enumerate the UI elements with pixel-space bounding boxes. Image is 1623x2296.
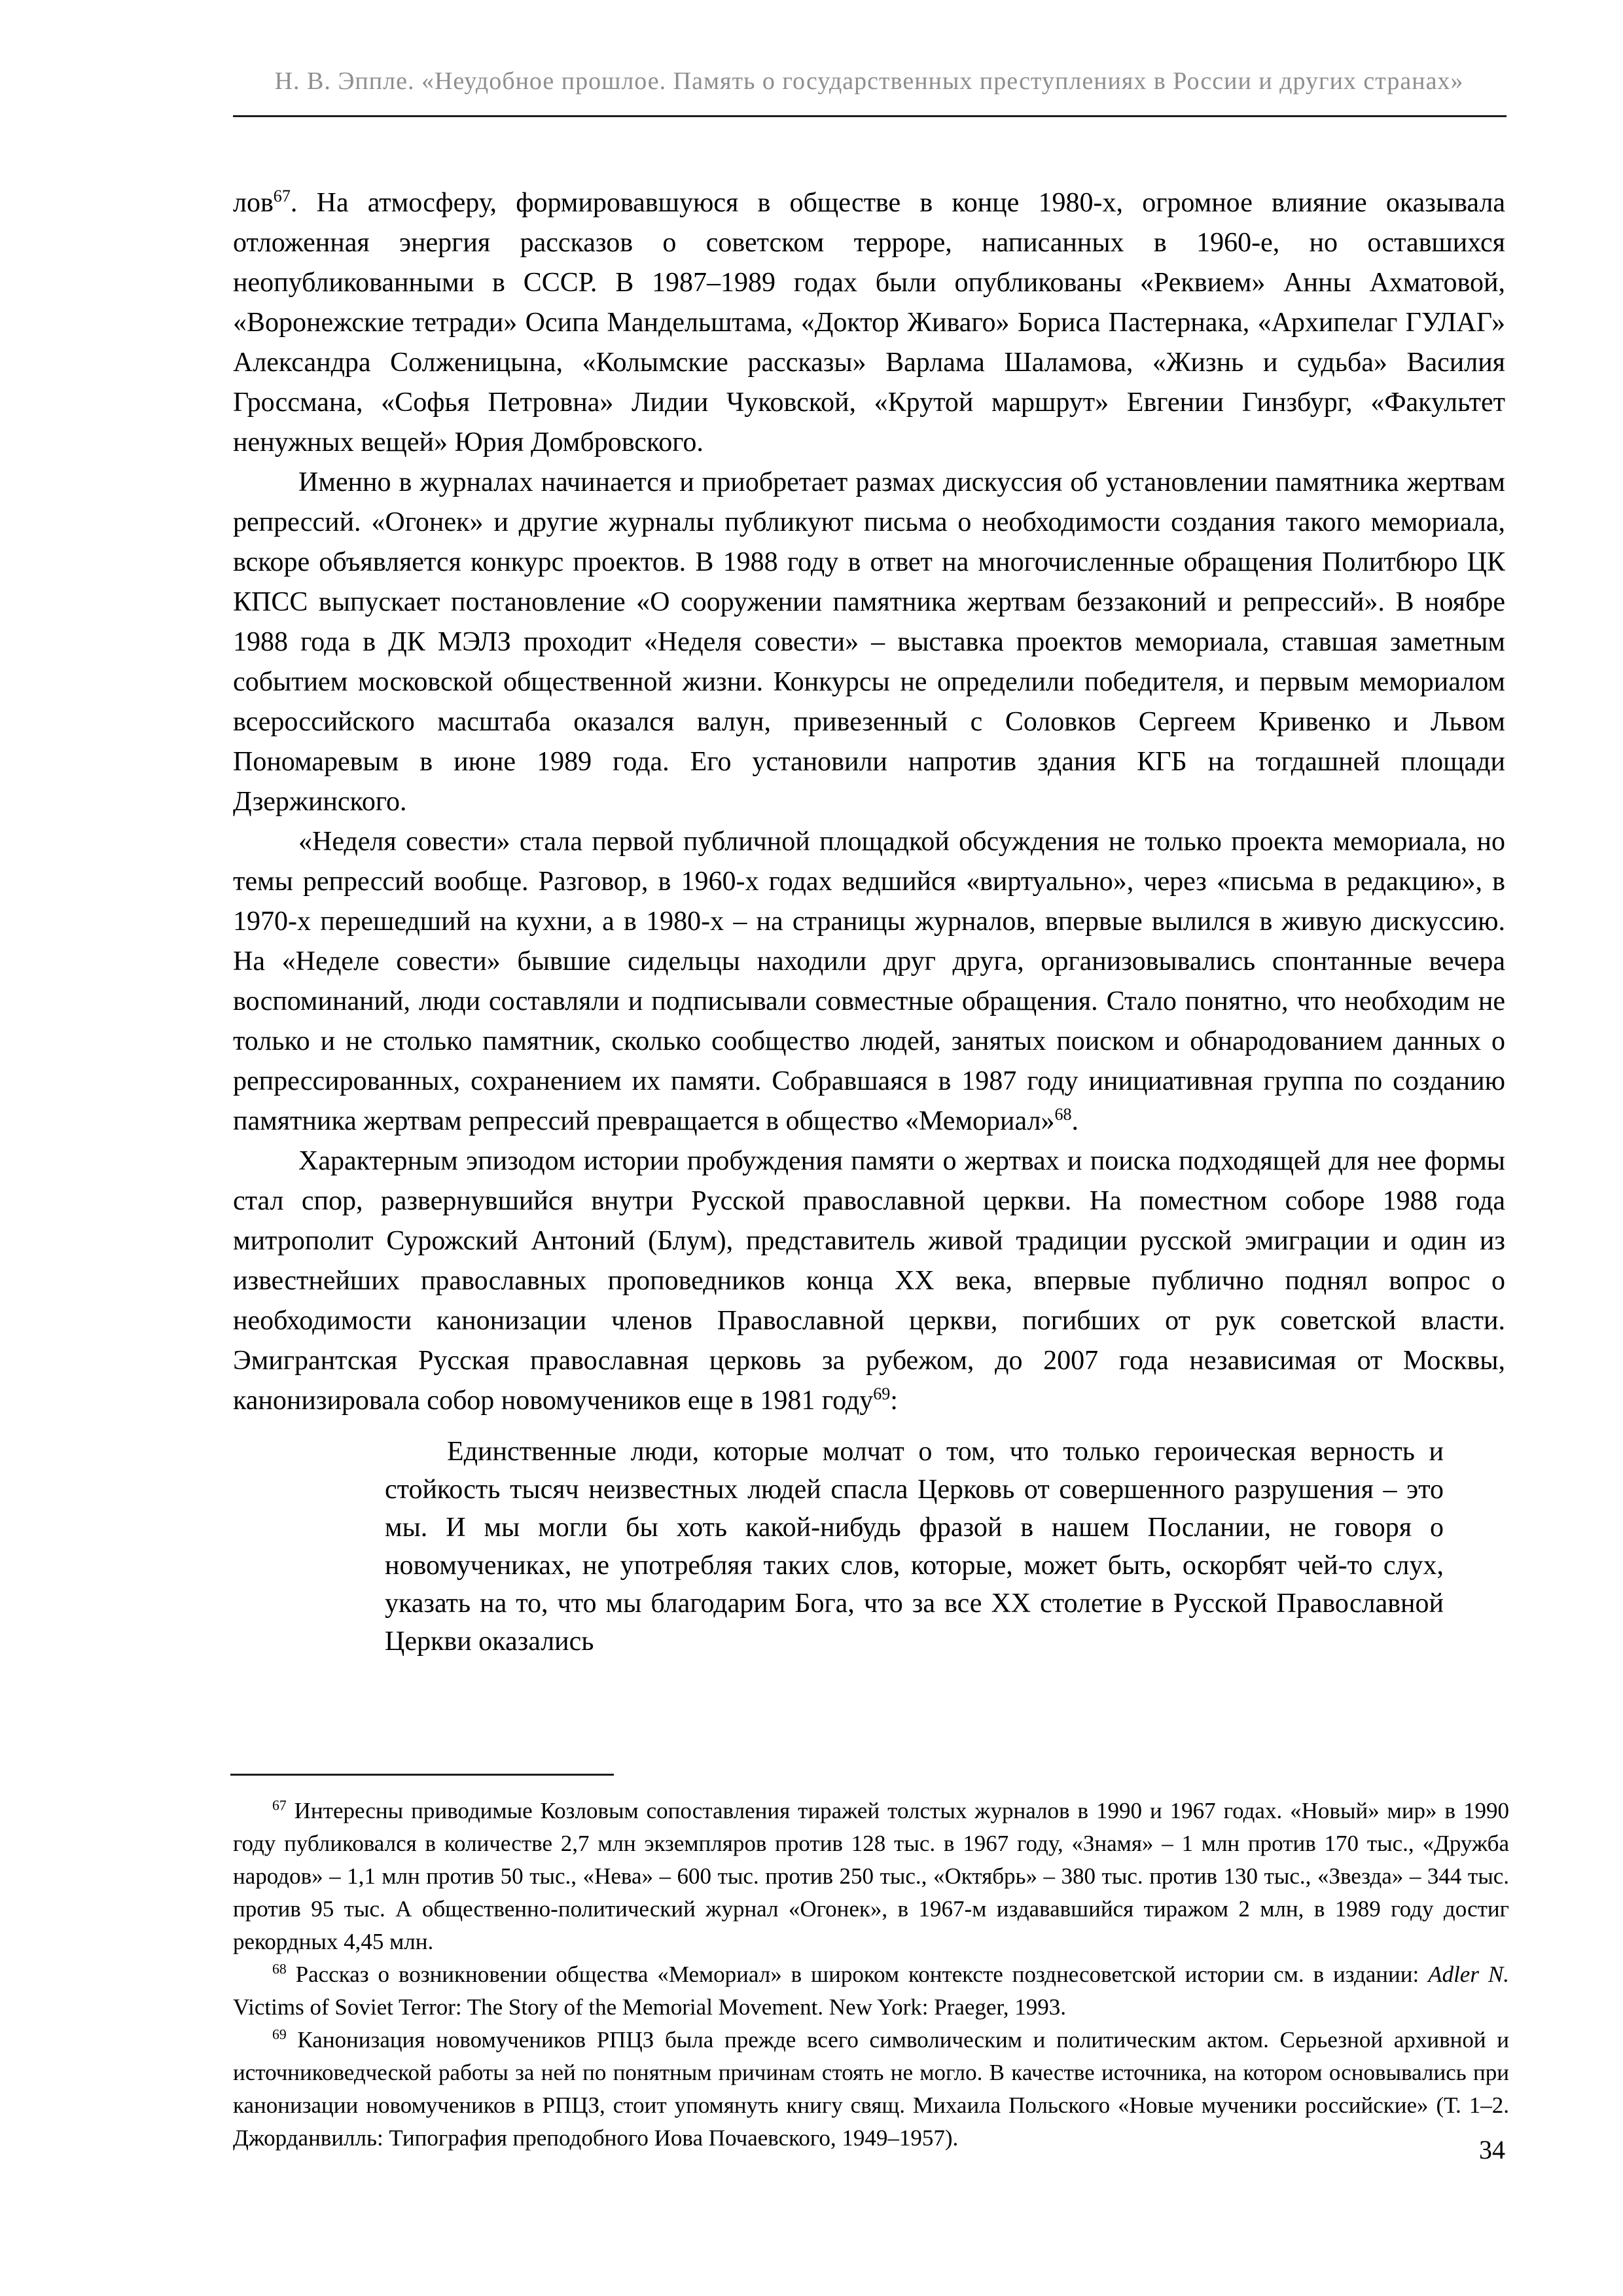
block-quote: [385, 1433, 1444, 1660]
text-run: Victims of Soviet Terror: The Story of the Memorial Movement. New York: Praeger, 1993.: [233, 1994, 1066, 2020]
running-header: Н. В. Эппле. «Неудобное прошлое. Память о государственных преступлениях в России и других странах»: [274, 67, 1464, 95]
italic-citation: Adler N.: [1428, 1962, 1509, 1987]
body-text: [233, 183, 1505, 1421]
quote-paragraph: [385, 1433, 1444, 1660]
footnote: [233, 1958, 1509, 2024]
text-run: Канонизация новомучеников РПЦЗ была прежде всего символическим и политическим актом. Серьезной архивной и источниковедческой работы за ней по понятным причинам стоять не могло. В качестве источника, на котором основывались при канонизации новомучеников в РПЦЗ, стоит упомянуть книгу свящ. Михаила Польского «Новые мученики российские» (Т. 1–2. Джорданвилль: Типография преподобного Иова Почаевского, 1949–1957).: [233, 2027, 1509, 2151]
footnote-marker: 69: [272, 2026, 287, 2043]
body-paragraph: [233, 183, 1505, 463]
text-run: Единственные люди, которые молчат о том, что только героическая верность и стойкость тысяч неизвестных людей спасла Церковь от совершенного разрушения – это мы. И мы могли бы хоть какой-нибудь фразой в нашем Послании, не говоря о новомучениках, не употребляя таких слов, которые, может быть, оскорбят чей-то слух, указать на то, что мы благодарим Бога, что за все XX столетие в Русской Православной Церкви оказались: [385, 1437, 1444, 1657]
footnote-marker: 68: [1054, 1105, 1072, 1124]
text-run: :: [890, 1386, 898, 1416]
text-run: Рассказ о возникновении общества «Мемориал» в широком контексте позднесоветской истории см. в издании:: [286, 1962, 1429, 1987]
text-run: «Неделя совести» стала первой публичной площадкой обсуждения не только проекта мемориала, но темы репрессий вообще. Разговор, в 1960-х годах ведшийся «виртуально», через «письма в редакцию», в 1970-х перешедший на кухни, а в 1980-х – на страницы журналов, впервые вылился в живую дискуссию. На «Неделе совести» бывшие сидельцы находили друг друга, организовывались спонтанные вечера воспоминаний, люди составляли и подписывали совместные обращения. Стало понятно, что необходим не только и не столько памятник, сколько сообщество людей, занятых поиском и обнародованием данных о репрессированных, сохранением их памяти. Собравшаяся в 1987 году инициативная группа по созданию памятника жертвам репрессий превращается в общество «Мемориал»: [233, 827, 1505, 1136]
page-number: 34: [1479, 2135, 1505, 2164]
body-paragraph: [233, 463, 1505, 822]
footnote-marker: 67: [272, 1797, 287, 1814]
footnote-marker: 68: [272, 1961, 287, 1977]
text-run: . На атмосферу, формировавшуюся в обществе в конце 1980-х, огромное влияние оказывала отложенная энергия рассказов о советском терроре, написанных в 1960-е, но оставшихся неопубликованными в СССР. В 1987–1989 годах были опубликованы «Реквием» Анны Ахматовой, «Воронежские тетради» Осипа Мандельштама, «Доктор Живаго» Бориса Пастернака, «Архипелаг ГУЛАГ» Александра Солженицына, «Колымские рассказы» Варлама Шаламова, «Жизнь и судьба» Василия Гроссмана, «Софья Петровна» Лидии Чуковской, «Крутой маршрут» Евгении Гинзбург, «Факультет ненужных вещей» Юрия Домбровского.: [233, 188, 1505, 457]
text-run: Именно в журналах начинается и приобретает размах дискуссия об установлении памятника жертвам репрессий. «Огонек» и другие журналы публикуют письма о необходимости создания такого мемориала, вскоре объявляется конкурс проектов. В 1988 году в ответ на многочисленные обращения Политбюро ЦК КПСС выпускает постановление «О сооружении памятника жертвам беззаконий и репрессий». В ноябре 1988 года в ДК МЭЛЗ проходит «Неделя совести» – выставка проектов мемориала, ставшая заметным событием московской общественной жизни. Конкурсы не определили победителя, и первым мемориалом всероссийского масштаба оказался валун, привезенный с Соловков Сергеем Кривенко и Львом Пономаревым в июне 1989 года. Его установили напротив здания КГБ на тогдашней площади Дзержинского.: [233, 467, 1505, 817]
body-paragraph: [233, 822, 1505, 1141]
text-run: .: [1071, 1106, 1079, 1136]
main-text: [233, 183, 1505, 1767]
text-run: лов: [233, 188, 274, 218]
header-rule: [233, 115, 1507, 117]
footnote-separator: [230, 1774, 614, 1776]
footnote: [233, 1795, 1509, 1958]
text-run: Характерным эпизодом истории пробуждения памяти о жертвах и поиска подходящей для нее формы стал спор, развернувшийся внутри Русской православной церкви. На поместном соборе 1988 года митрополит Сурожский Антоний (Блум), представитель живой традиции русской эмиграции и один из известнейших православных проповедников конца XX века, впервые публично поднял вопрос о необходимости канонизации членов Православной церкви, погибших от рук советской власти. Эмигрантская Русская православная церковь за рубежом, до 2007 года независимая от Москвы, канонизировала собор новомучеников еще в 1981 году: [233, 1146, 1505, 1416]
footnote-marker: 69: [873, 1384, 891, 1403]
body-paragraph: [233, 1141, 1505, 1421]
footnote-marker: 67: [273, 187, 291, 206]
text-run: Интересны приводимые Козловым сопоставления тиражей толстых журналов в 1990 и 1967 годах. «Новый» мир» в 1990 году публиковался в количестве 2,7 млн экземпляров против 128 тыс. в 1967 году, «Знамя» – 1 млн против 170 тыс., «Дружба народов» – 1,1 млн против 50 тыс., «Нева» – 600 тыс. против 250 тыс., «Октябрь» – 380 тыс. против 130 тыс., «Звезда» – 344 тыс. против 95 тыс. А общественно-политический журнал «Огонек», в 1967-м издававшийся тиражом 2 млн, в 1989 году достиг рекордных 4,45 млн.: [233, 1798, 1509, 1954]
footnotes: [233, 1795, 1509, 2161]
